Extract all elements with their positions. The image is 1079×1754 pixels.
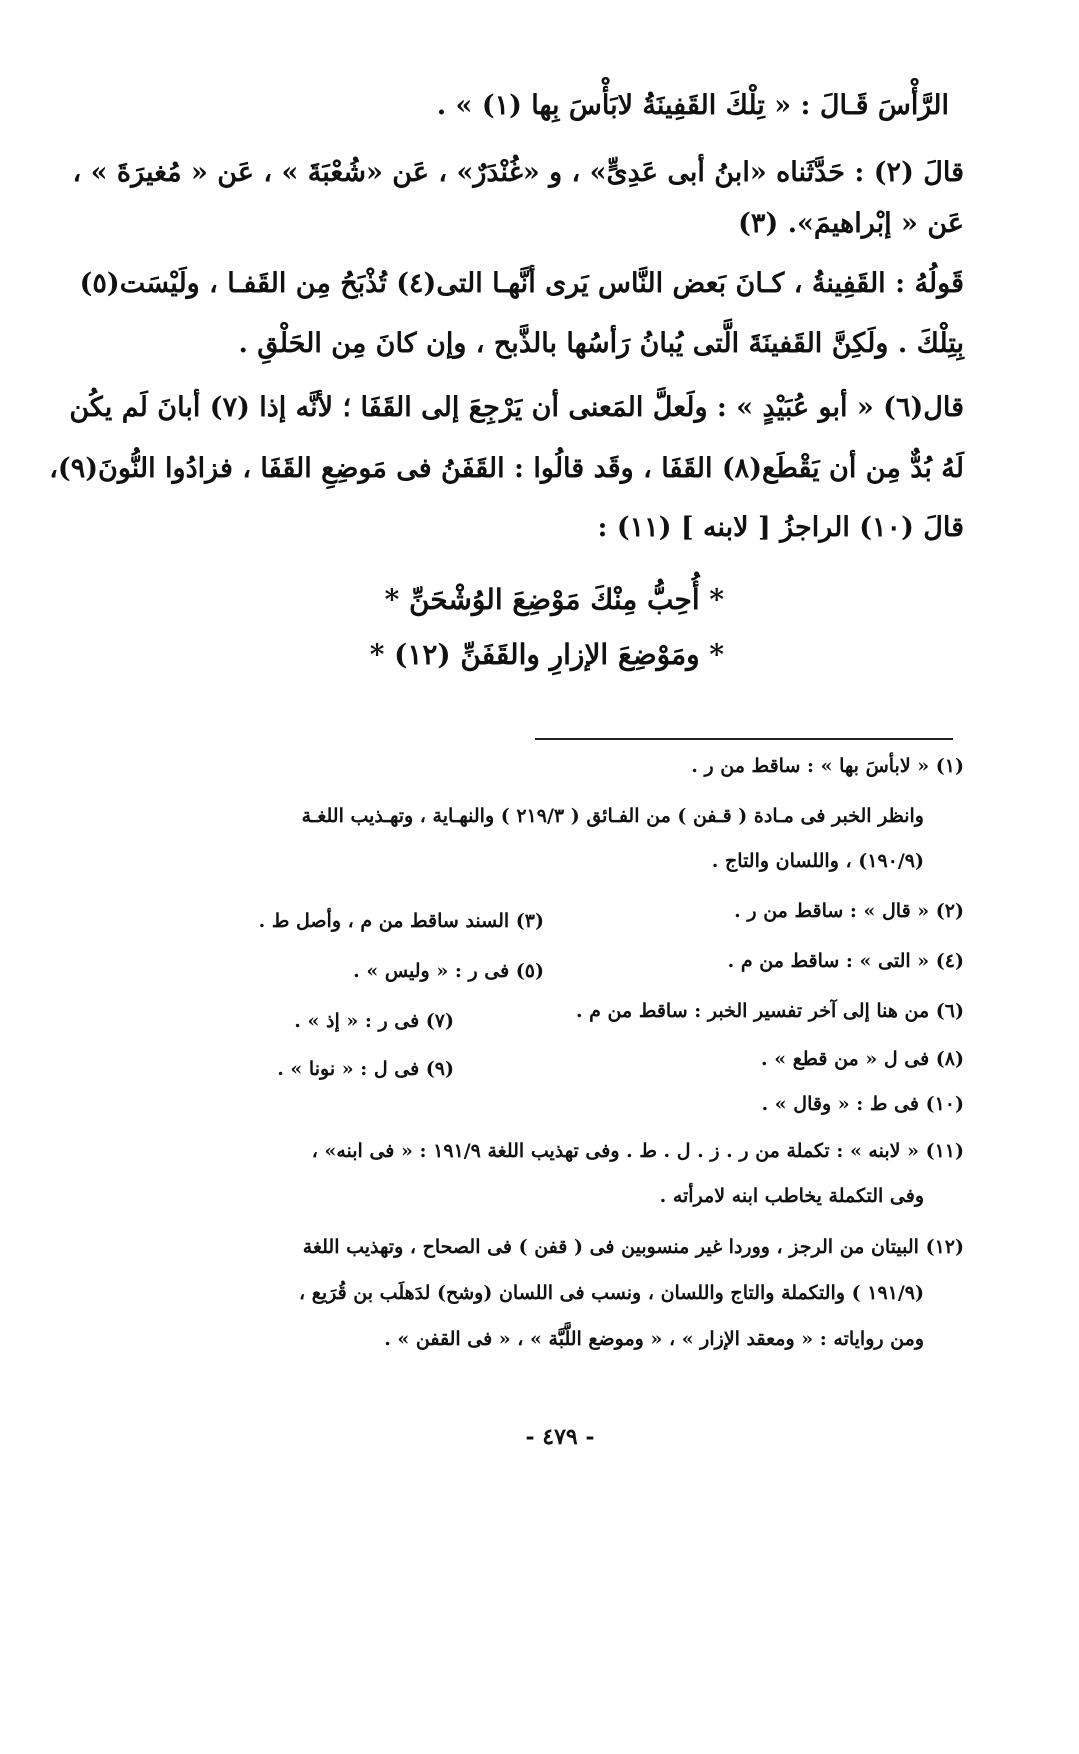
footnote-11-line-1: (١١) « لابنه » : تكملة من ر . ز . ل . ط . وفى تهذيب اللغة ١٩١/٩ : « فى ابنه» ، — [311, 1140, 964, 1162]
text-line-4: قَولُهُ : القَفِينةُ ، كـانَ بَعض النَّاس يَرى أنَّهـا التى(٤) تُذْبَحُ مِن القَفـا ، ولَيْسَت(٥) — [79, 268, 964, 299]
text-line-5: بِتِلْكَ . ولَكِنَّ القَفينَةَ الَّتى يُبانُ رَأسُها بالذَّبح ، وإن كانَ مِن الحَلْقِ . — [238, 328, 964, 359]
footnote-1: (١) « لابأسَ بها » : ساقط من ر . — [691, 755, 964, 777]
text-line-1: الرَّأْسَ قَـالَ : « تِلْكَ القَفِينَةُ لابَأْسَ بِها (١) » . — [436, 90, 949, 121]
footnote-6: (٦) من هنا إلى آخر تفسير الخبر : ساقط من م . — [575, 1000, 964, 1022]
footnote-12-line-2: (١٩١/٩ ) والتكملة والتاج واللسان ، ونسب فى اللسان (وشح) لدَهلَب بن قُرَيع ، — [298, 1282, 924, 1304]
footnote-1-ref-line-2: (١٩٠/٩) ، واللسان والتاج . — [711, 850, 924, 872]
footnote-9: (٩) فى ل : « نونا » . — [277, 1058, 454, 1080]
footnote-separator — [535, 738, 953, 740]
footnote-4: (٤) « التى » : ساقط من م . — [727, 950, 964, 972]
footnote-3: (٣) السند ساقط من م ، وأصل ط . — [258, 910, 544, 932]
text-line-2: قالَ (٢) : حَدَّثَناه «ابنُ أبى عَدِىٍّ» ، و «غُنْدَرٌ» ، عَن «شُعْبَةَ » ، عَن « مُغيرَةَ » ، — [72, 157, 964, 188]
footnote-1-ref-line-1: وانظر الخبر فى مـادة ( قـفن ) من الفـائق ( ٢١٩/٣ ) والنهـاية ، وتهـذيب اللغـة — [301, 805, 924, 827]
footnote-8: (٨) فى ل « من قطع » . — [760, 1048, 964, 1070]
text-line-8: قالَ (١٠) الراجزُ [ لابنه ] (١١) : — [597, 512, 964, 543]
footnote-10: (١٠) فى ط : « وقال » . — [761, 1093, 964, 1115]
text-line-6: قال(٦) « أبو عُبَيْدٍ » : ولَعلَّ المَعنى أن يَرْجِعَ إلى القَفَا ؛ لأنَّه إذا (٧) أبانَ لَم يكُن — [69, 392, 964, 423]
footnote-12-line-3: ومن رواياته : « ومعقد الإزار » ، « وموضع اللَّبَّة » ، « فى القفن » . — [384, 1328, 924, 1350]
footnote-7: (٧) فى ر : « إذ » . — [294, 1010, 454, 1032]
footnote-12-line-1: (١٢) البيتان من الرجز ، ووردا غير منسوبين فى ( قفن ) فى الصحاح ، وتهذيب اللغة — [302, 1236, 964, 1258]
footnote-2: (٢) « قال » : ساقط من ر . — [734, 900, 964, 922]
text-line-3: عَن « إبْراهيمَ». (٣) — [738, 208, 964, 239]
page-number: - ٤٧٩ - — [525, 1424, 595, 1450]
verse-line-1: * أُحِبُّ مِنْكَ مَوْضِعَ الوُشْحَنِّ * — [384, 583, 724, 616]
footnote-11-line-2: وفى التكملة يخاطب ابنه لامرأته . — [659, 1185, 924, 1207]
text-line-7: لَهُ بُدٌّ مِن أن يَقْطَع(٨) القَفَا ، وقَد قالُوا : القَفَنُ فى مَوضِعِ القَفَا ، فزادُوا النُّونَ(٩)، — [49, 453, 964, 484]
verse-line-2: * ومَوْضِعَ الإزارِ والقَفَنِّ (١٢) * — [369, 638, 724, 671]
footnote-5: (٥) فى ر : « وليس » . — [353, 960, 544, 982]
